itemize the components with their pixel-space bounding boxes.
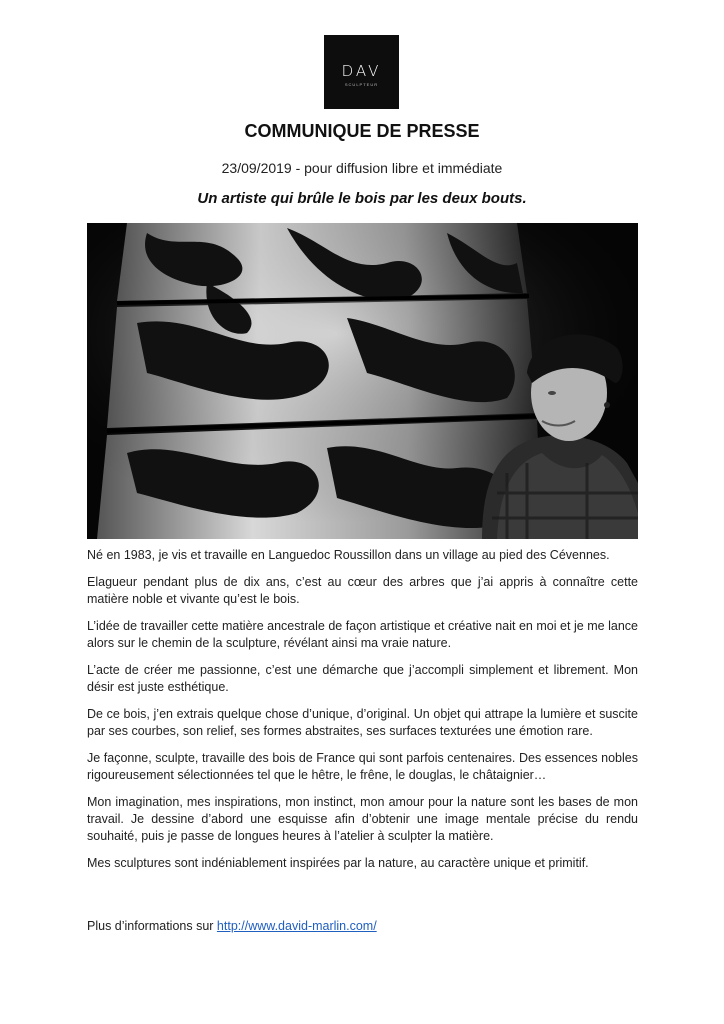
website-link[interactable]: http://www.david-marlin.com/	[216, 919, 377, 933]
paragraph: Elagueur pendant plus de dix ans, c’est au cœur des arbres que j’ai appris à connaître cette matière noble et vivante qu’est le bois.	[87, 575, 638, 606]
dateline: 23/09/2019 - pour diffusion libre et immédiate	[221, 160, 503, 176]
paragraph: Mes sculptures sont indéniablement inspirées par la nature, au caractère unique et primitif.	[87, 856, 589, 870]
paragraph: L’idée de travailler cette matière ancestrale de façon artistique et créative nait en moi et je me lance alors sur le chemin de la sculpture, révélant ainsi ma vraie nature.	[87, 619, 638, 650]
page-title: COMMUNIQUE DE PRESSE	[244, 121, 480, 141]
paragraph: Né en 1983, je vis et travaille en Languedoc Roussillon dans un village au pied des Cévennes.	[87, 548, 610, 562]
paragraph: Mon imagination, mes inspirations, mon instinct, mon amour pour la nature sont les bases de mon travail. Je dessine d’abord une esquisse afin d’obtenir une image mentale précise du rendu souhaité, puis je passe de longues heures à l’atelier à sculpter la matière.	[87, 795, 638, 843]
paragraph: De ce bois, j’en extrais quelque chose d’unique, d’original. Un objet qui attrape la lumière et suscite par ses courbes, son relief, ses formes abstraites, ses surfaces texturées une émotion rare.	[87, 707, 638, 738]
body-text	[87, 547, 638, 882]
artist-photo	[87, 223, 638, 539]
footer-prefix: Plus d’informations sur	[87, 919, 217, 933]
footer-info	[87, 919, 377, 933]
logo-mark: DAV	[341, 62, 382, 80]
artist-photo-illustration	[87, 223, 638, 539]
headline: Un artiste qui brûle le bois par les deux bouts.	[197, 190, 527, 207]
paragraph: Je façonne, sculpte, travaille des bois de France qui sont parfois centenaires. Des essences nobles rigoureusement sélectionnées tel que le hêtre, le frêne, le douglas, le châtaignier…	[87, 751, 638, 782]
paragraph: L’acte de créer me passionne, c’est une démarche que j’accompli simplement et librement. Mon désir est juste esthétique.	[87, 663, 638, 694]
logo-subtitle: SCULPTEUR	[344, 82, 379, 87]
brand-logo	[324, 35, 399, 109]
